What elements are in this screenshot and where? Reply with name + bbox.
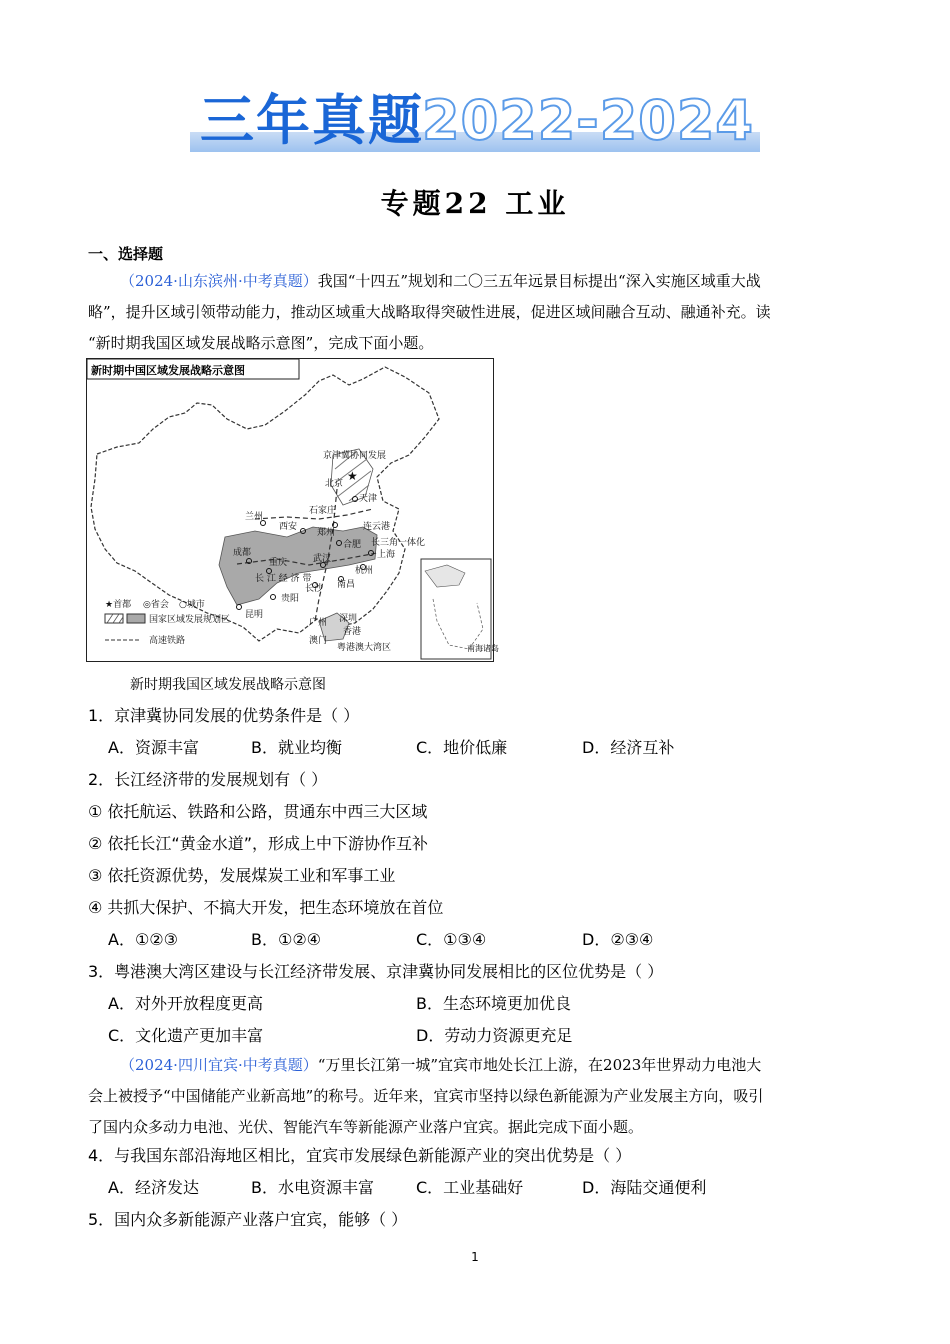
label-nanchang: 南昌 xyxy=(337,580,356,590)
q1-option-a[interactable]: A．资源丰富 xyxy=(108,738,199,757)
label-yangtze-belt: 长 江 经 济 带 xyxy=(255,574,312,584)
label-kunming: 昆明 xyxy=(245,610,264,620)
q3-option-a[interactable]: A．对外开放程度更高 xyxy=(108,994,263,1013)
question-3: 3．粤港澳大湾区建设与长江经济带发展、京津冀协同发展相比的区位优势是（ ） xyxy=(88,962,664,981)
q1-option-b[interactable]: B．就业均衡 xyxy=(251,738,342,757)
q3-option-c[interactable]: C．文化遗产更加丰富 xyxy=(108,1026,264,1045)
legend-capital: ★首都 xyxy=(105,600,132,610)
label-tianjin: 天津 xyxy=(359,494,378,504)
q4-option-a[interactable]: A．经济发达 xyxy=(108,1178,199,1197)
label-gba: 粤港澳大湾区 xyxy=(337,643,392,653)
map-title: 新时期中国区域发展战略示意图 xyxy=(91,364,245,377)
intro-line: “万里长江第一城”宜宾市地处长江上游，在2023年世界动力电池大 xyxy=(317,1056,762,1074)
region-strategy-map xyxy=(86,358,499,662)
label-aomen: 澳门 xyxy=(309,636,328,646)
label-wuhan: 武汉 xyxy=(313,554,332,564)
label-beijing: 北京 xyxy=(325,479,344,489)
q4-option-c[interactable]: C．工业基础好 xyxy=(416,1178,524,1197)
label-hefei: 合肥 xyxy=(343,540,362,550)
page-number: 1 xyxy=(471,1250,479,1264)
q3-option-b[interactable]: B．生态环境更加优良 xyxy=(416,994,571,1013)
q2-option-a[interactable]: A．①②③ xyxy=(108,930,178,949)
source-tag: （2024·山东滨州·中考真题） xyxy=(120,272,318,290)
question-1: 1．京津冀协同发展的优势条件是（ ） xyxy=(88,706,360,725)
label-nanhai: 南海诸岛 xyxy=(467,644,499,653)
label-guangzhou: 广州 xyxy=(309,618,328,628)
question-5: 5．国内众多新能源产业落户宜宾，能够（ ） xyxy=(88,1210,408,1229)
q4-option-d[interactable]: D．海陆交通便利 xyxy=(582,1178,707,1197)
label-xian: 西安 xyxy=(279,522,298,532)
question-4: 4．与我国东部沿海地区相比，宜宾市发展绿色新能源产业的突出优势是（ ） xyxy=(88,1146,632,1165)
banner-years: 2022-2024 xyxy=(422,89,754,152)
q2-option-c[interactable]: C．①③④ xyxy=(416,930,487,949)
label-shanghai: 上海 xyxy=(377,550,396,560)
q2-option-d[interactable]: D．②③④ xyxy=(582,930,654,949)
intro-line: 略”，提升区域引领带动能力，推动区域重大战略取得突破性进展，促进区域间融合互动、融通补充。读 xyxy=(88,303,771,321)
q2-statement-1: ① 依托航运、铁路和公路，贯通东中西三大区域 xyxy=(88,802,428,821)
label-csj: 长三角一体化 xyxy=(371,538,426,548)
banner-title: 三年真题 xyxy=(200,89,424,152)
label-shenzhen: 深圳 xyxy=(339,614,358,624)
source-tag: （2024·四川宜宾·中考真题） xyxy=(120,1056,318,1074)
label-changsha: 长沙 xyxy=(305,584,324,594)
label-xianggang: 香港 xyxy=(343,627,362,637)
label-zhengzhou: 郑州 xyxy=(317,528,336,538)
legend-city: ○城市 xyxy=(179,600,205,610)
question-2: 2．长江经济带的发展规划有（ ） xyxy=(88,770,328,789)
legend-province: ◎省会 xyxy=(143,600,169,610)
q1-option-d[interactable]: D．经济互补 xyxy=(582,738,675,757)
page-title: 专题22 工业 xyxy=(380,187,570,220)
header-banner xyxy=(190,89,760,154)
label-hangzhou: 杭州 xyxy=(355,566,374,576)
intro-line: 我国“十四五”规划和二〇三五年远景目标提出“深入实施区域重大战 xyxy=(317,272,761,290)
intro-line: 了国内众多动力电池、光伏、智能汽车等新能源产业落户宜宾。据此完成下面小题。 xyxy=(88,1118,644,1136)
capital-star-icon: ★ xyxy=(347,469,358,483)
label-shijiazhuang: 石家庄 xyxy=(309,506,337,516)
q2-statement-2: ② 依托长江“黄金水道”，形成上中下游协作互补 xyxy=(88,834,429,853)
label-jjj: 京津冀协同发展 xyxy=(323,451,387,461)
map-svg xyxy=(87,359,499,660)
intro-line: 会上被授予“中国储能产业新高地”的称号。近年来，宜宾市坚持以绿色新能源为产业发展主方向，吸引 xyxy=(88,1087,764,1105)
q2-statement-4: ④ 共抓大保护、不搞大开发，把生态环境放在首位 xyxy=(88,898,444,917)
label-guiyang: 贵阳 xyxy=(281,594,300,604)
q4-option-b[interactable]: B．水电资源丰富 xyxy=(251,1178,374,1197)
map-caption: 新时期我国区域发展战略示意图 xyxy=(130,677,326,693)
label-chengdu: 成都 xyxy=(233,548,252,558)
legend-region: 国家区域发展规划区 xyxy=(149,615,231,625)
q3-option-d[interactable]: D．劳动力资源更充足 xyxy=(416,1026,573,1045)
q2-statement-3: ③ 依托资源优势，发展煤炭工业和军事工业 xyxy=(88,866,396,885)
legend-rail: 高速铁路 xyxy=(149,636,186,646)
intro-paragraph-1 xyxy=(88,266,863,359)
legend-gray-swatch xyxy=(127,614,145,623)
intro-line: “新时期我国区域发展战略示意图”，完成下面小题。 xyxy=(88,334,434,352)
q2-option-b[interactable]: B．①②④ xyxy=(251,930,322,949)
label-chongqing: 重庆 xyxy=(269,558,288,568)
label-lanzhou: 兰州 xyxy=(245,512,264,522)
q1-option-c[interactable]: C．地价低廉 xyxy=(416,738,508,757)
section-heading: 一、选择题 xyxy=(88,245,164,263)
label-lianyungang: 连云港 xyxy=(363,522,391,532)
intro-paragraph-2 xyxy=(88,1050,863,1143)
